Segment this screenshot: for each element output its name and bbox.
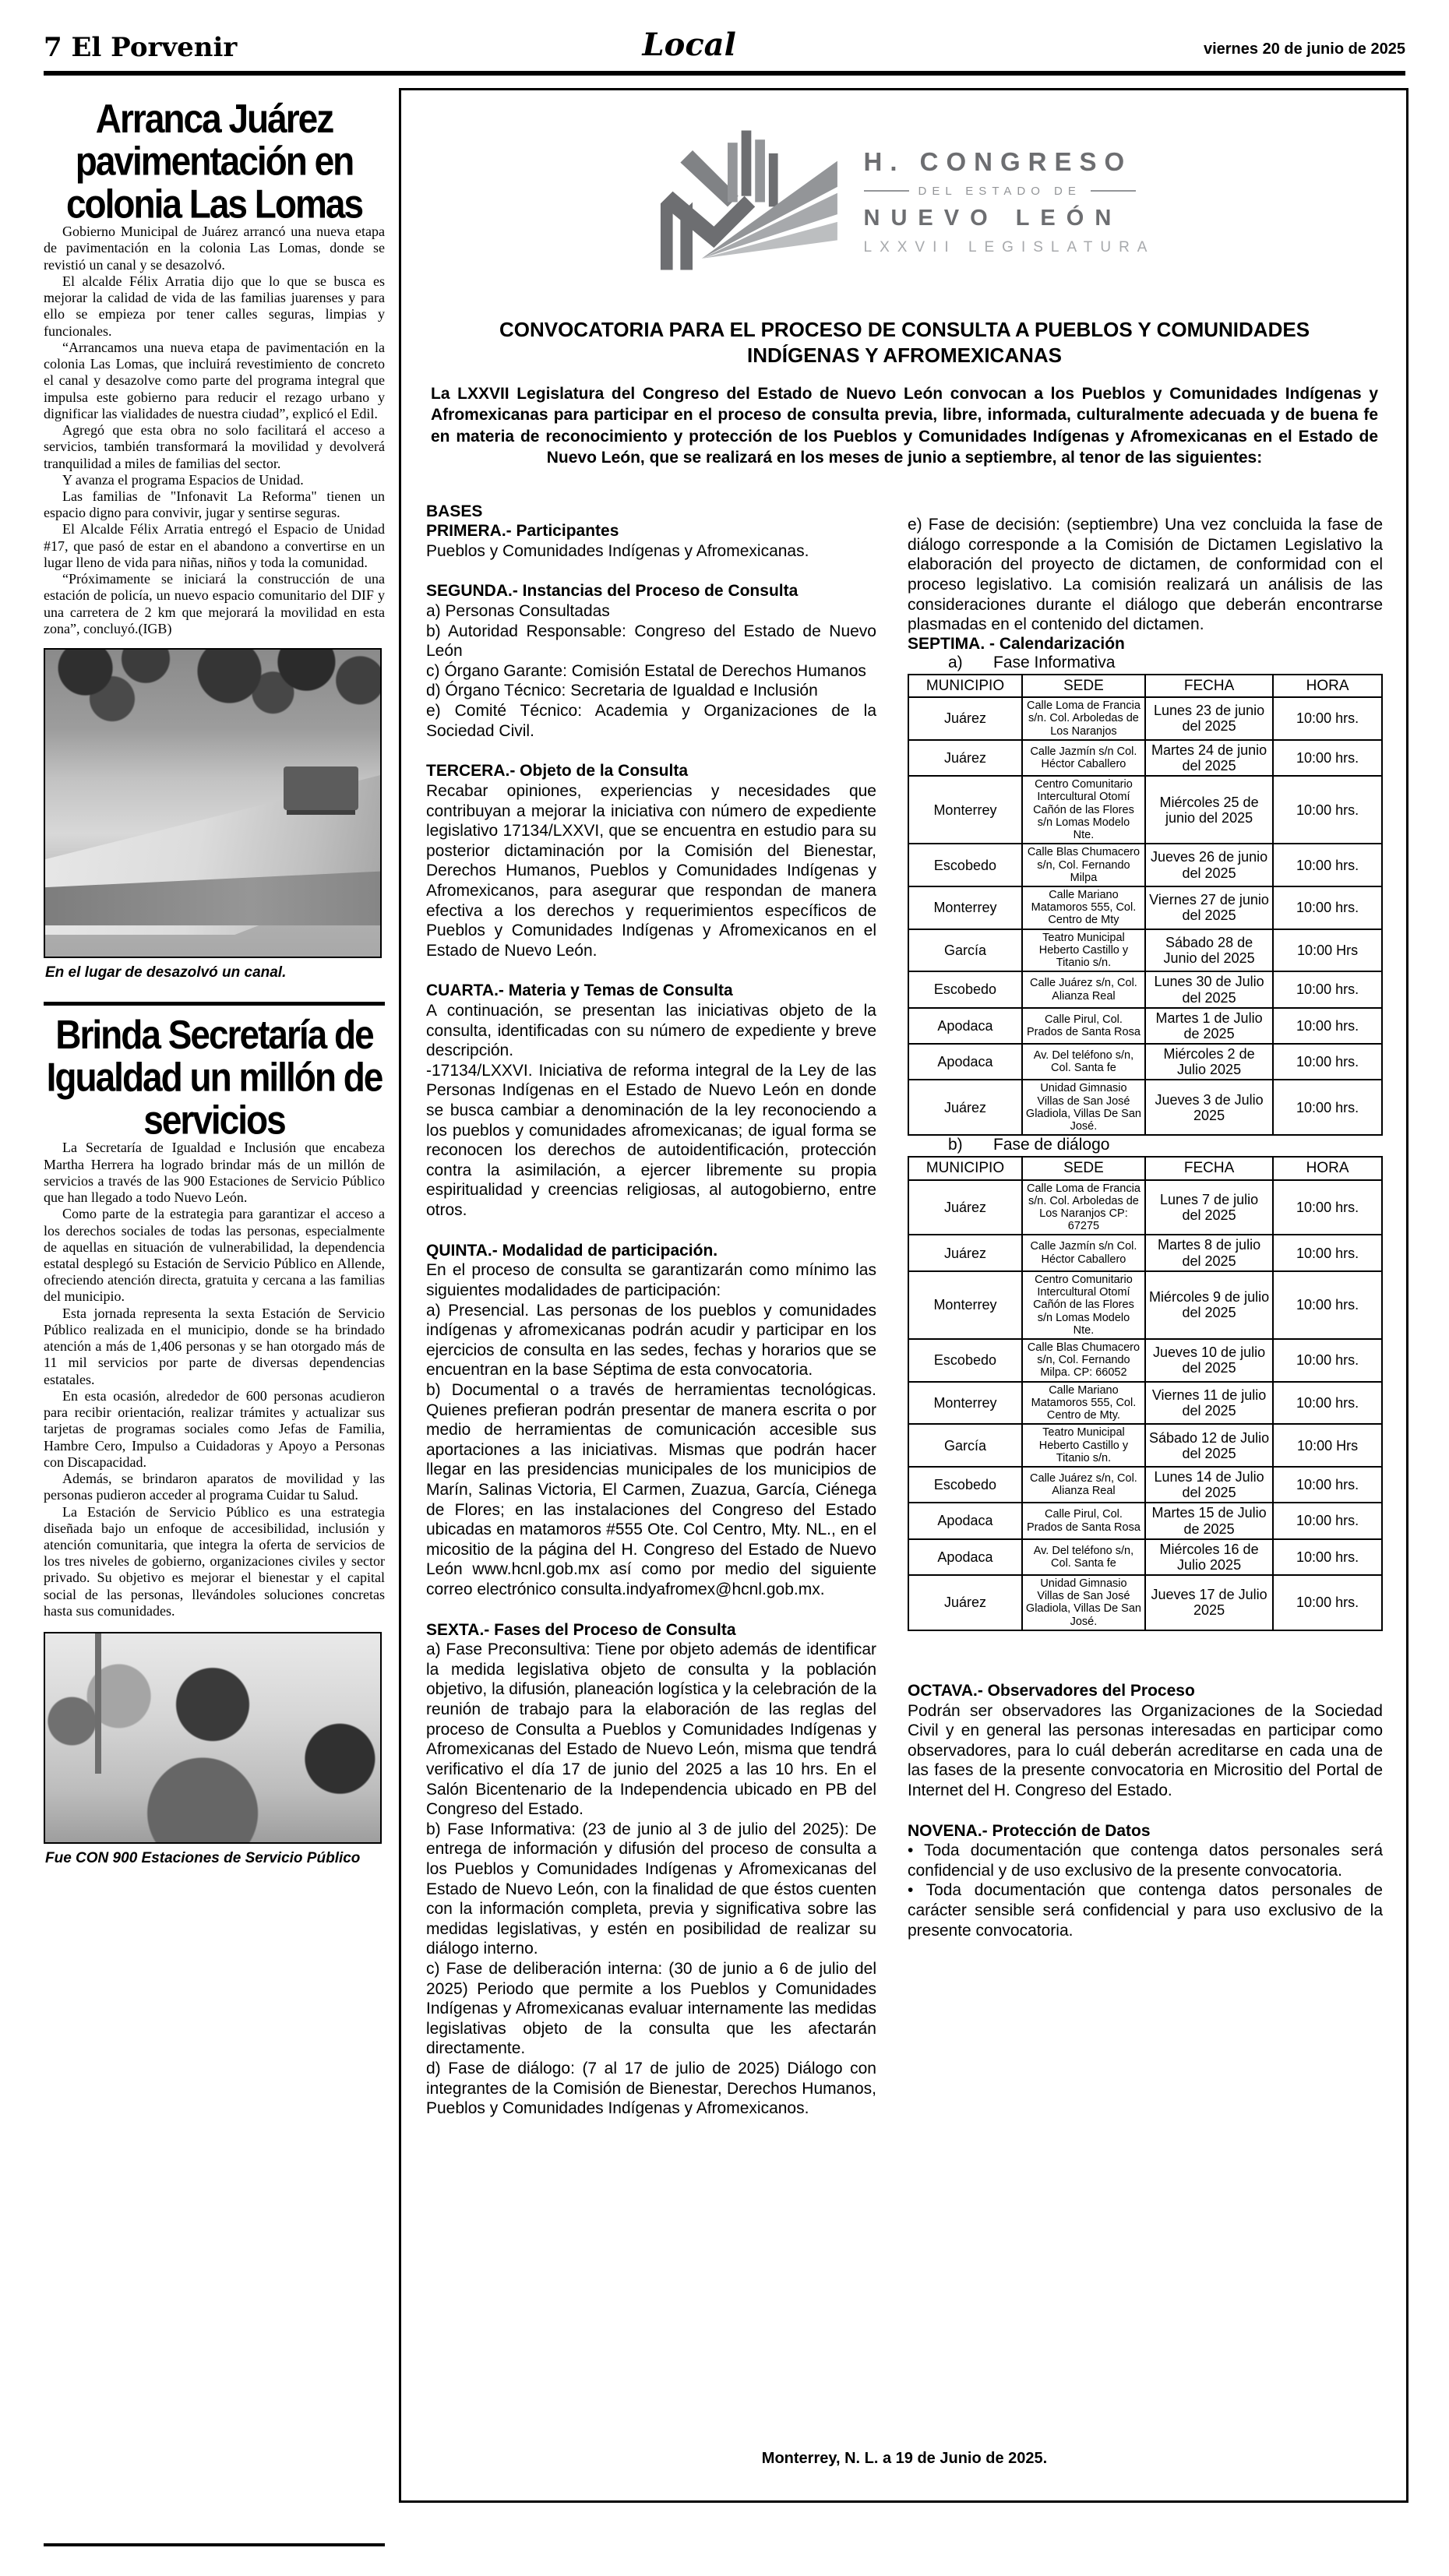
table-cell: 10:00 hrs. xyxy=(1273,1467,1382,1503)
table-cell: Escobedo xyxy=(908,1339,1022,1382)
table-cell: Martes 15 de Julio de 2025 xyxy=(1145,1503,1273,1538)
table-cell: Jueves 3 de Julio 2025 xyxy=(1145,1080,1273,1135)
table-cell: Juárez xyxy=(908,1575,1022,1630)
section-heading: SEXTA.- Fases del Proceso de Consulta xyxy=(426,1620,736,1639)
table-header-cell: HORA xyxy=(1273,1157,1382,1179)
table-cell: Apodaca xyxy=(908,1008,1022,1044)
table-row xyxy=(908,1339,1382,1382)
convocatoria-right-column xyxy=(908,488,1383,2139)
decision-paragraph: e) Fase de decisión: (septiembre) Una vez concluida la fase de diálogo corresponde a la Comisión de Dictamen Legislativo la elaboración del proyecto de dictamen, de conformidad con el proceso legislativo. La comisión realizará un análisis de las consideraciones durante el diálogo que deberán encontrarse plasmadas en el contenido del dictamen. xyxy=(908,516,1383,634)
logo-subtitle-text: DEL ESTADO DE xyxy=(918,184,1081,198)
phase-a-label xyxy=(908,654,1383,672)
table-cell: Miércoles 16 de Julio 2025 xyxy=(1145,1539,1273,1575)
article-paragraph: Además, se brindaron aparatos de movilidad y las personas pudieron acceder al programa Cuidar tu Salud. xyxy=(44,1471,385,1503)
table-cell: Calle Loma de Francia s/n. Col. Arboledas de Los Naranjos xyxy=(1022,697,1145,740)
left-column xyxy=(44,88,385,2503)
section-paragraph: a) Fase Preconsultiva: Tiene por objeto además de identificar la medida legislativa objeto de consulta y la población objetivo, la difusión, planeación logística y la celebración de la reunión de trabajo para la elaboración de las reglas del proceso de Consulta a Pueblos y Comunidades Indígenas y Afromexicanas del Estado de Nuevo León, misma que tendrá verificativo el día 17 de junio del 2025 a las 10 hrs. En el Salón Bicentenario de la Independencia ubicado en PB del Congreso del Estado. xyxy=(426,1640,876,1819)
phase-a-letter: a) xyxy=(948,653,963,671)
table-row xyxy=(908,1080,1382,1135)
truck-shape xyxy=(284,766,358,810)
table-cell: García xyxy=(908,1424,1022,1467)
section-paragraph: c) Fase de deliberación interna: (30 de junio a 6 de julio del 2025) Periodo que permite a los Pueblos y Comunidades Indígenas y Afromexicanas evaluar internamente las medidas legislativas objeto de la consulta que les afectarán directamente. xyxy=(426,1960,876,2058)
table-cell: Juárez xyxy=(908,1080,1022,1135)
article-paragraph: En esta ocasión, alrededor de 600 personas acudieron para recibir orientación, realizar trámites y actualizar sus tarjetas de programas sociales como Jefas de Familia, Hambre Cero, Impulso a Cuidadoras y Apoyo a Personas con Discapacidad. xyxy=(44,1387,385,1470)
table-cell: 10:00 Hrs xyxy=(1273,1424,1382,1467)
fase-dialogo-table xyxy=(908,1156,1383,1631)
section-novena xyxy=(908,1821,1383,1941)
table-cell: Lunes 7 de julio del 2025 xyxy=(1145,1180,1273,1235)
table-cell: Calle Pirul, Col. Prados de Santa Rosa xyxy=(1022,1008,1145,1044)
table-cell: Lunes 30 de Julio del 2025 xyxy=(1145,971,1273,1007)
article1-photo xyxy=(44,648,382,958)
section-paragraph: • Toda documentación que contenga datos personales de carácter sensible será confidencial y para uso exclusivo de la presente convocatoria. xyxy=(908,1881,1383,1940)
section-heading: SEGUNDA.- Instancias del Proceso de Consulta xyxy=(426,582,799,601)
section-heading: QUINTA.- Modalidad de participación. xyxy=(426,1241,718,1260)
table-cell: Calle Juárez s/n, Col. Alianza Real xyxy=(1022,971,1145,1007)
article2-photo xyxy=(44,1632,382,1844)
table-cell: 10:00 hrs. xyxy=(1273,1180,1382,1235)
section-heading: TERCERA.- Objeto de la Consulta xyxy=(426,762,689,781)
table-row xyxy=(908,1008,1382,1044)
table-cell: Unidad Gimnasio Villas de San José Gladiola, Villas De San José. xyxy=(1022,1575,1145,1630)
phase-b-text: Fase de diálogo xyxy=(993,1136,1110,1154)
section-paragraph: Pueblos y Comunidades Indígenas y Afromexicanas. xyxy=(426,541,809,560)
table-row xyxy=(908,971,1382,1007)
table-cell: 10:00 hrs. xyxy=(1273,1539,1382,1575)
table-cell: 10:00 hrs. xyxy=(1273,697,1382,740)
logo-state: NUEVO LEÓN xyxy=(863,205,1123,231)
table-cell: Miércoles 2 de Julio 2025 xyxy=(1145,1044,1273,1080)
section-paragraph: b) Documental o a través de herramientas tecnológicas. Quienes prefieran podrán presentar de manera escrita o por medio de herramientas de comunicación accesible sus aportaciones a las iniciativas. Mismas que podrán hacer llegar en las presidencias municipales de los municipios de Marín, Salinas Victoria, El Carmen, Zuazua, García, Ciénega de Flores; en las instalaciones del Congreso del Estado ubicadas en matamoros #555 Ote. Col Centro, Mty. NL., en el micositio de la página del H. Congreso del Estado de Nuevo León www.hcnl.gob.mx así como por medio del siguiente correo electrónico consulta.indyafromex@hcnl.gob.mx. xyxy=(426,1380,876,1599)
section-primera xyxy=(426,521,876,561)
table-row xyxy=(908,1235,1382,1270)
table-cell: Calle Jazmín s/n Col. Héctor Caballero xyxy=(1022,740,1145,776)
section-paragraph: c) Órgano Garante: Comisión Estatal de Derechos Humanos xyxy=(426,661,866,680)
table-cell: 10:00 hrs. xyxy=(1273,1008,1382,1044)
table-cell: Apodaca xyxy=(908,1044,1022,1080)
article-paragraph: Gobierno Municipal de Juárez arrancó una nueva etapa de pavimentación en la colonia Las Lomas, donde se revistió un canal y se desazolvó. xyxy=(44,224,385,273)
section-paragraph: b) Fase Informativa: (23 de junio al 3 de julio del 2025): De entrega de información y difusión del proceso de consulta a los Pueblos y Comunidades Indígenas y Afromexicanas del Estado de Nuevo León, con la finalidad de que éstos cuenten con la información completa, previa y significativa sobre las medidas legislativas, y estén en posibilidad de realizar su diálogo interno. xyxy=(426,1820,876,1958)
table-cell: Lunes 23 de junio del 2025 xyxy=(1145,697,1273,740)
table-cell: Apodaca xyxy=(908,1539,1022,1575)
article-paragraph: El Alcalde Félix Arratia entregó el Espacio de Unidad #17, que pasó de estar en el abandono a convertirse en un lugar lleno de vida para niñas, niños y toda la comunidad. xyxy=(44,521,385,570)
article-paragraph: Las familias de "Infonavit La Reforma" tienen un espacio digno para convivir, jugar y sentirse seguras. xyxy=(44,488,385,521)
article2-headline: Brinda Secretaría de Igualdad un millón de servicios xyxy=(46,1011,383,1143)
table-cell: Martes 8 de julio del 2025 xyxy=(1145,1235,1273,1270)
table-cell: 10:00 hrs. xyxy=(1273,1382,1382,1425)
table-cell: Av. Del teléfono s/n, Col. Santa fe xyxy=(1022,1044,1145,1080)
table-cell: Av. Del teléfono s/n, Col. Santa fe xyxy=(1022,1539,1145,1575)
section-paragraph: e) Comité Técnico: Academia y Organizaciones de la Sociedad Civil. xyxy=(426,702,876,740)
table-cell: Calle Pirul, Col. Prados de Santa Rosa xyxy=(1022,1503,1145,1538)
section-heading: NOVENA.- Protección de Datos xyxy=(908,1821,1151,1840)
table-cell: 10:00 hrs. xyxy=(1273,1503,1382,1538)
convocatoria-columns xyxy=(426,488,1383,2139)
convocatoria-left-column xyxy=(426,488,876,2139)
article-paragraph: La Secretaría de Igualdad e Inclusión que encabeza Martha Herrera ha logrado brindar más de un millón de servicios a través de las 900 Estaciones de Servicio Público que han llegado a todo Nuevo León. xyxy=(44,1140,385,1206)
table-cell: Martes 24 de junio del 2025 xyxy=(1145,740,1273,776)
article-paragraph: “Próximamente se iniciará la construcción de una estación de policía, un nuevo espacio comunitario del DIF y una carretera de 2 km que mejorará la movilidad en esta zona”, concluyó.(IGB) xyxy=(44,571,385,636)
phase-b-label xyxy=(908,1136,1383,1154)
table-cell: Calle Mariano Matamoros 555, Col. Centro de Mty. xyxy=(1022,1382,1145,1425)
table-cell: Escobedo xyxy=(908,1467,1022,1503)
section-segunda xyxy=(426,581,876,741)
section-heading: CUARTA.- Materia y Temas de Consulta xyxy=(426,981,733,1000)
section-octava xyxy=(908,1681,1383,1801)
table-cell: Centro Comunitario Intercultural Otomí Cañón de las Flores s/n Lomas Modelo Nte. xyxy=(1022,776,1145,844)
umbrella-pole-shape xyxy=(95,1633,101,1774)
masthead-section-label: Local xyxy=(642,26,736,63)
table-cell: Miércoles 9 de julio del 2025 xyxy=(1145,1271,1273,1339)
table-header-row xyxy=(908,1157,1382,1179)
fase-informativa-table xyxy=(908,674,1383,1136)
table-row xyxy=(908,1180,1382,1235)
table-cell: Teatro Municipal Heberto Castillo y Titanio s/n. xyxy=(1022,929,1145,972)
table-cell: Miércoles 25 de junio del 2025 xyxy=(1145,776,1273,844)
table-row xyxy=(908,886,1382,929)
bottom-rule xyxy=(44,2543,385,2546)
section-paragraph: a) Personas Consultadas xyxy=(426,602,610,621)
table-header-row xyxy=(908,675,1382,697)
table-cell: Sábado 28 de Junio del 2025 xyxy=(1145,929,1273,972)
congress-logo-icon xyxy=(654,114,837,289)
section-paragraph: • Toda documentación que contenga datos personales será confidencial y de uso exclusivo de la presente convocatoria. xyxy=(908,1841,1383,1880)
section-paragraph: b) Autoridad Responsable: Congreso del Estado de Nuevo León xyxy=(426,622,876,661)
table-cell: 10:00 hrs. xyxy=(1273,886,1382,929)
logo-legislature: LXXVII LEGISLATURA xyxy=(863,238,1155,255)
page-content xyxy=(0,76,1449,2503)
table-row xyxy=(908,1424,1382,1467)
section-sexta xyxy=(426,1620,876,2119)
table-cell: Monterrey xyxy=(908,776,1022,844)
table-cell: 10:00 Hrs xyxy=(1273,929,1382,972)
table-cell: Jueves 10 de julio del 2025 xyxy=(1145,1339,1273,1382)
section-paragraph: a) Presencial. Las personas de los pueblos y comunidades indígenas y afromexicanas podrán acudir y participar en los ejercicios de consulta en las sedes, fechas y horarios que se encuentran en la base Séptima de esta convocatoria. xyxy=(426,1301,876,1380)
table-cell: 10:00 hrs. xyxy=(1273,1575,1382,1630)
section-paragraph: d) Órgano Técnico: Secretaria de Igualdad e Inclusión xyxy=(426,682,818,700)
table-cell: Lunes 14 de Julio del 2025 xyxy=(1145,1467,1273,1503)
table-cell: Jueves 26 de junio del 2025 xyxy=(1145,844,1273,886)
article-paragraph: Esta jornada representa la sexta Estación de Servicio Público realizada en el municipio, donde se ha brindado atención a más de 1,406 personas y se han otorgado más de 11 mil servicios por parte de diversas dependencias estatales. xyxy=(44,1305,385,1387)
table-cell: 10:00 hrs. xyxy=(1273,776,1382,844)
article-paragraph: Agregó que esta obra no solo facilitará el acceso a servicios, también transformará la movilidad y devolverá tranquilidad a miles de familias del sector. xyxy=(44,422,385,471)
section-paragraph: -17134/LXXVI. Iniciativa de reforma integral de la Ley de las Personas Indígenas en el Estado de Nuevo León en donde se busca cambiar a denominación de la ley reconociendo a los pueblos y comunidades afromexicanas; de igual forma se reconocen los derechos de autoidentificación, protección contra la asimilación, a ejercer libremente su propia espiritualidad y creencias religiosas, al autogobierno, entre otros. xyxy=(426,1061,876,1220)
article1-caption: En el lugar de desazolvó un canal. xyxy=(45,964,287,981)
phase-a-text: Fase Informativa xyxy=(993,653,1116,671)
masthead xyxy=(0,0,1449,71)
table-cell: Juárez xyxy=(908,1180,1022,1235)
article-paragraph: “Arrancamos una nueva etapa de pavimentación en la colonia Las Lomas, que incluirá revestimiento de concreto el canal y desazolve como parte del programa integral que impulsa este gobierno para reducir el rezago urbano y dignificar las vialidades de nuestra ciudad”, explicó el Edil. xyxy=(44,339,385,421)
section-cuarta xyxy=(426,981,876,1220)
table-cell: García xyxy=(908,929,1022,972)
table-header-cell: SEDE xyxy=(1022,1157,1145,1179)
table-cell: 10:00 hrs. xyxy=(1273,844,1382,886)
table-cell: Teatro Municipal Heberto Castillo y Titanio s/n. xyxy=(1022,1424,1145,1467)
congress-logo xyxy=(426,114,1383,289)
table-cell: Calle Jazmín s/n Col. Héctor Caballero xyxy=(1022,1235,1145,1270)
table-cell: Calle Mariano Matamoros 555, Col. Centro de Mty xyxy=(1022,886,1145,929)
article-paragraph: El alcalde Félix Arratia dijo que lo que se busca es mejorar la calidad de vida de las familias juarenses y para ello se empieza por tener calles seguras, limpias y funcionales. xyxy=(44,273,385,339)
section-paragraph: Podrán ser observadores las Organizaciones de la Sociedad Civil y en general las personas interesadas en participar como observadores, para lo cuál deberán acreditarse en cada una de las fases de la presente convocatoria en Micrositio del Portal de Internet del H. Congreso del Estado. xyxy=(908,1701,1383,1799)
table-cell: Martes 1 de Julio de 2025 xyxy=(1145,1008,1273,1044)
table-cell: 10:00 hrs. xyxy=(1273,1235,1382,1270)
table-header-cell: MUNICIPIO xyxy=(908,675,1022,697)
article-paragraph: Y avanza el programa Espacios de Unidad. xyxy=(62,471,304,488)
table-cell: Jueves 17 de Julio 2025 xyxy=(1145,1575,1273,1630)
table-row xyxy=(908,1503,1382,1538)
table-header-cell: FECHA xyxy=(1145,1157,1273,1179)
article-paragraph: Como parte de la estrategia para garantizar el acceso a los derechos sociales de todas las personas, especialmente de aquellas en situación de vulnerabilidad, la dependencia estatal desplegó su Estación de Servicio Público en Allende, ofreciendo atención directa, gratuita y cercana a las familias del municipio. xyxy=(44,1206,385,1305)
table-row xyxy=(908,1467,1382,1503)
table-cell: Viernes 27 de junio del 2025 xyxy=(1145,886,1273,929)
section-paragraph: d) Fase de diálogo: (7 al 17 de julio de 2025) Diálogo con integrantes de la Comisión de Bienestar, Derechos Humanos, Pueblos y Comunidades Indígenas y Afromexicanos. xyxy=(426,2060,876,2118)
dash-right xyxy=(1091,190,1136,192)
convocatoria-intro: La LXXVII Legislatura del Congreso del Estado de Nuevo León convocan a los Pueblos y Comunidades Indígenas y Afromexicanas para participar en el proceso de consulta previa, libre, informada, culturalmente adecuada y de buena fe en materia de reconocimiento y protección de los Pueblos y Comunidades Indígenas y Afromexicanas en el Estado de Nuevo León, que se realizará en los meses de junio a septiembre, al tenor de las siguientes: xyxy=(431,385,1378,467)
table-cell: 10:00 hrs. xyxy=(1273,1271,1382,1339)
logo-title: H. CONGRESO xyxy=(863,146,1133,176)
table-cell: Monterrey xyxy=(908,1271,1022,1339)
section-paragraph: Recabar opiniones, experiencias y necesidades que contribuyan a mejorar la iniciativa con número de expediente legislativo 17134/LXXVI, que se encuentra en estudio para su posterior dictaminación por la Comisión del Bienestar, Derechos Humanos, Pueblos y Comunidades Indígenas y Afromexicanos, para asegurar que respondan de manera efectiva a los derechos y requerimientos específicos de Pueblos y Comunidades Indígenas y Afromexicanos en el Estado de Nuevo León. xyxy=(426,781,876,960)
table-cell: 10:00 hrs. xyxy=(1273,1044,1382,1080)
phase-b-letter: b) xyxy=(948,1136,963,1154)
table-cell: Monterrey xyxy=(908,886,1022,929)
septima-heading: SEPTIMA. - Calendarización xyxy=(908,634,1125,653)
section-paragraph: En el proceso de consulta se garantizarán como mínimo las siguientes modalidades de participación: xyxy=(426,1261,876,1299)
section-paragraph: A continuación, se presentan las iniciativas objeto de la consulta, identificadas con su número de expediente y breve descripción. xyxy=(426,1001,876,1060)
table-row xyxy=(908,844,1382,886)
table-cell: 10:00 hrs. xyxy=(1273,971,1382,1007)
dash-left xyxy=(864,190,909,192)
table-cell: Calle Juárez s/n, Col. Alianza Real xyxy=(1022,1467,1145,1503)
table-row xyxy=(908,1539,1382,1575)
article-paragraph: La Estación de Servicio Público es una estrategia diseñada bajo un enfoque de accesibilidad, inclusión y atención comunitaria, que integra la oferta de servicios de los tres niveles de gobierno, organizaciones civiles y sector privado. Su objetivo es mejorar el bienestar y el capital social de las personas, llevándoles soluciones concretas hasta sus comunidades. xyxy=(44,1503,385,1619)
table-header-cell: HORA xyxy=(1273,675,1382,697)
masthead-date: viernes 20 de junio de 2025 xyxy=(1203,41,1405,58)
table-row xyxy=(908,1575,1382,1630)
section-heading: OCTAVA.- Observadores del Proceso xyxy=(908,1681,1195,1700)
article1-body xyxy=(44,224,385,637)
section-tercera xyxy=(426,761,876,960)
table-row xyxy=(908,1382,1382,1425)
table-cell: Monterrey xyxy=(908,1382,1022,1425)
table-cell: Centro Comunitario Intercultural Otomí Cañón de las Flores s/n Lomas Modelo Nte. xyxy=(1022,1271,1145,1339)
table-row xyxy=(908,1044,1382,1080)
section-quinta xyxy=(426,1241,876,1600)
table-cell: Calle Blas Chumacero s/n, Col. Fernando Milpa xyxy=(1022,844,1145,886)
convocatoria-footer: Monterrey, N. L. a 19 de Junio de 2025. xyxy=(761,2450,1048,2467)
table-cell: 10:00 hrs. xyxy=(1273,740,1382,776)
table-row xyxy=(908,929,1382,972)
table-header-cell: SEDE xyxy=(1022,675,1145,697)
table-cell: Escobedo xyxy=(908,844,1022,886)
table-cell: Sábado 12 de Julio del 2025 xyxy=(1145,1424,1273,1467)
table-cell: Juárez xyxy=(908,697,1022,740)
table-cell: Calle Blas Chumacero s/n, Col. Fernando Milpa. CP: 66052 xyxy=(1022,1339,1145,1382)
section-heading: PRIMERA.- Participantes xyxy=(426,522,619,541)
article2-caption: Fue CON 900 Estaciones de Servicio Público xyxy=(45,1850,361,1867)
table-cell: Calle Loma de Francia s/n. Col. Arboledas de Los Naranjos CP: 67275 xyxy=(1022,1180,1145,1235)
convocatoria-title: CONVOCATORIA PARA EL PROCESO DE CONSULTA A PUEBLOS Y COMUNIDADES INDÍGENAS Y AFROMEXICANAS xyxy=(499,318,1310,367)
table-header-cell: MUNICIPIO xyxy=(908,1157,1022,1179)
table-cell: 10:00 hrs. xyxy=(1273,1339,1382,1382)
table-row xyxy=(908,1271,1382,1339)
table-row xyxy=(908,776,1382,844)
bases-label: BASES xyxy=(426,502,483,521)
table-cell: Viernes 11 de julio del 2025 xyxy=(1145,1382,1273,1425)
table-header-cell: FECHA xyxy=(1145,675,1273,697)
table-cell: Apodaca xyxy=(908,1503,1022,1538)
article-divider-rule xyxy=(44,1002,385,1006)
table-row xyxy=(908,740,1382,776)
table-row xyxy=(908,697,1382,740)
table-cell: Juárez xyxy=(908,740,1022,776)
logo-subtitle xyxy=(864,185,1155,198)
table-cell: Escobedo xyxy=(908,971,1022,1007)
table-cell: Juárez xyxy=(908,1235,1022,1270)
article1-headline: Arranca Juárez pavimentación en colonia Las Lomas xyxy=(65,95,363,227)
convocatoria-box xyxy=(399,88,1408,2503)
congress-logo-text xyxy=(864,147,1155,256)
masthead-brand: 7 El Porvenir xyxy=(44,32,238,63)
table-cell: 10:00 hrs. xyxy=(1273,1080,1382,1135)
article2-body xyxy=(44,1140,385,1619)
table-cell: Unidad Gimnasio Villas de San José Gladiola, Villas De San José. xyxy=(1022,1080,1145,1135)
